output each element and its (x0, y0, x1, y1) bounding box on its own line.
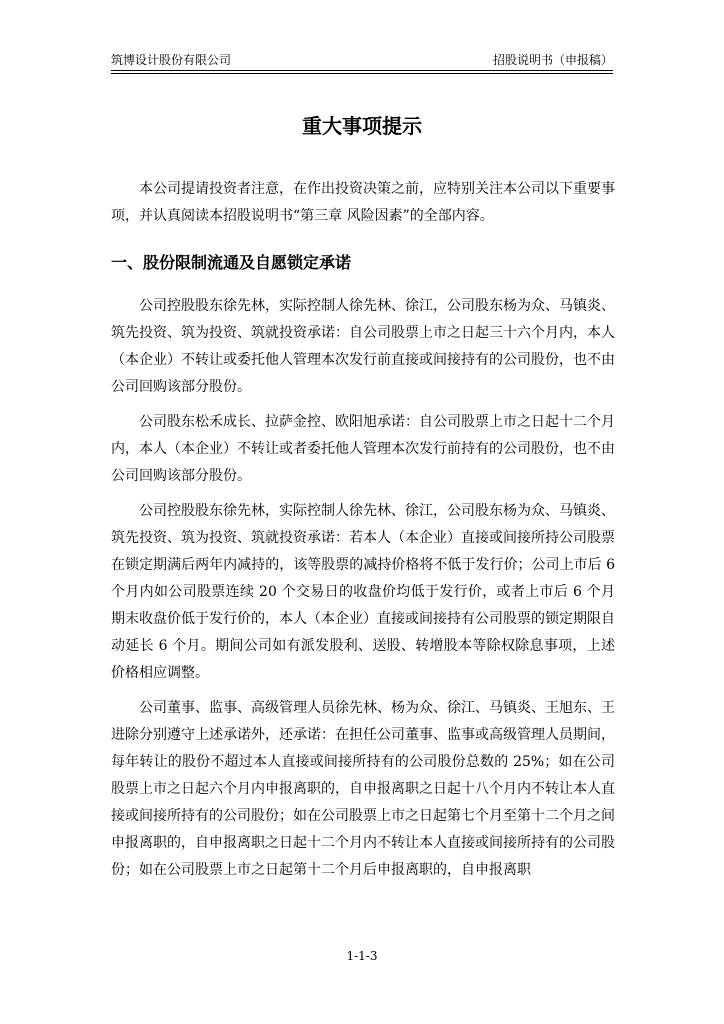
page-header (111, 50, 613, 70)
paragraph-2: 公司股东松禾成长、拉萨金控、欧阳旭承诺：自公司股票上市之日起十二个月内，本人（本企业）不转让或者委托他人管理本次发行前持有的公司股份，也不由公司回购该部分股份。 (111, 414, 615, 484)
header-divider (111, 70, 613, 74)
page-title: 重大事项提示 (302, 114, 422, 138)
paragraph-3: 公司控股股东徐先林，实际控制人徐先林、徐江，公司股东杨为众、马镇炎、筑先投资、筑为投资、筑就投资承诺：若本人（本企业）直接或间接所持公司股票在锁定期满后两年内减持的，该等股票的减持价格将不低于发行价；公司上市后 6 个月内如公司股票连续 20 个交易日的收盘价均低于发行价，或者上市后 6 个月期末收盘价低于发行价的，本人（本企业）直接或间接持有公司股票的锁定期限自动延长 6 个月。期间公司如有派发股利、送股、转增股本等除权除息事项，上述价格相应调整。 (111, 503, 615, 681)
page-number: 1-1-3 (346, 949, 378, 963)
header-company-name: 筑博设计股份有限公司 (111, 53, 232, 67)
header-document-type: 招股说明书（申报稿） (492, 53, 613, 67)
section-heading: 一、股份限制流通及自愿锁定承诺 (111, 253, 352, 272)
paragraph-1: 公司控股股东徐先林，实际控制人徐先林、徐江，公司股东杨为众、马镇炎、筑先投资、筑为投资、筑就投资承诺：自公司股票上市之日起三十六个月内，本人（本企业）不转让或委托他人管理本次发行前直接或间接持有的公司股份，也不由公司回购该部分股份。 (111, 298, 615, 395)
paragraph-4: 公司董事、监事、高级管理人员徐先林、杨为众、徐江、马镇炎、王旭东、王进除分别遵守上述承诺外，还承诺：在担任公司董事、监事或高级管理人员期间，每年转让的股份不超过本人直接或间接所持有的公司股份总数的 25%；如在公司股票上市之日起六个月内申报离职的，自申报离职之日起十八个月内不转让本人直接或间接所持有的公司股份；如在公司股票上市之日起第七个月至第十二个月之间申报离职的，自申报离职之日起十二个月内不转让本人直接或间接所持有的公司股份；如在公司股票上市之日起第十二个月后申报离职的，自申报离职 (111, 700, 615, 878)
document-body (111, 176, 615, 892)
intro-paragraph: 本公司提请投资者注意，在作出投资决策之前，应特别关注本公司以下重要事项，并认真阅读本招股说明书“第三章 风险因素”的全部内容。 (111, 181, 615, 224)
